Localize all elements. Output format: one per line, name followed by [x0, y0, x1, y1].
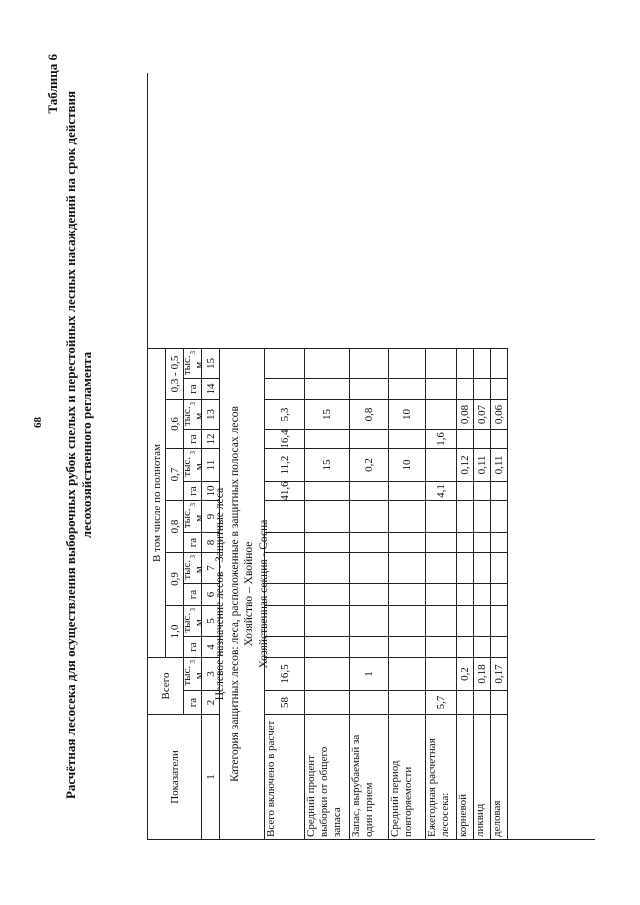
table-cell	[265, 605, 305, 636]
unit-ha: га	[184, 378, 202, 399]
table-cell	[457, 552, 474, 583]
unit-vol: тыс. м 3	[184, 348, 202, 378]
table-cell: 0,08	[457, 399, 474, 429]
col-number: 6	[202, 583, 220, 605]
unit-vol: тыс. м 3	[184, 605, 202, 636]
table-cell	[474, 378, 491, 399]
table-cell	[389, 605, 426, 636]
table-cell: 15	[305, 399, 350, 429]
table-cell: 5,3	[265, 399, 305, 429]
table-cell	[474, 690, 491, 714]
section-line-3: Хозяйство – Хвойное	[243, 541, 255, 647]
unit-vol-text: тыс. м	[180, 406, 205, 427]
table-cell: 0,17	[491, 657, 508, 690]
table-cell	[491, 532, 508, 552]
table-cell	[426, 448, 457, 481]
table-cell	[389, 636, 426, 657]
table-cell: 0,8	[350, 399, 389, 429]
table-cell	[457, 583, 474, 605]
table-cell	[426, 605, 457, 636]
table-cell	[426, 636, 457, 657]
table-cell	[389, 500, 426, 532]
title-line-1: Расчётная лесосека для осуществления выборочных рубок спелых и перестойных лесных насаждений на срок действия	[63, 90, 78, 800]
section-line-1: Целевое назначение лесов - Защитные леса	[214, 487, 226, 701]
table-cell: 16,4	[265, 429, 305, 448]
row-label: деловая	[491, 714, 508, 839]
unit-ha: га	[184, 690, 202, 714]
unit-ha: га	[184, 636, 202, 657]
table-cell	[265, 348, 305, 378]
table-cell	[305, 552, 350, 583]
table-label: Таблица 6	[45, 54, 60, 114]
row-label: Средний процент выборки от общего запаса	[305, 714, 350, 839]
table-cell	[474, 552, 491, 583]
table-cell: 0,11	[491, 448, 508, 481]
table-cell	[474, 429, 491, 448]
unit-ha: га	[184, 429, 202, 448]
unit-vol: тыс. м 3	[184, 448, 202, 481]
table-cell	[350, 636, 389, 657]
table-cell: 0,2	[350, 448, 389, 481]
table-cell	[457, 636, 474, 657]
title-line-2: лесохозяйственного регламента	[79, 351, 94, 539]
table-cell	[474, 500, 491, 532]
table-cell	[457, 605, 474, 636]
row-label: Всего включено в расчет	[265, 714, 305, 839]
table-cell	[265, 532, 305, 552]
unit-vol: тыс. м 3	[184, 500, 202, 532]
table-cell	[305, 481, 350, 500]
table-cell	[474, 605, 491, 636]
table-cell	[305, 378, 350, 399]
table-cell: 10	[389, 399, 426, 429]
table-cell: 15	[305, 448, 350, 481]
table-cell	[457, 429, 474, 448]
table-cell	[305, 532, 350, 552]
unit-ha: га	[184, 583, 202, 605]
table-cell: 58	[265, 690, 305, 714]
table-cell	[474, 481, 491, 500]
table-cell	[350, 500, 389, 532]
table-cell	[491, 481, 508, 500]
unit-vol-text: тыс. м	[180, 456, 205, 477]
table-cell	[389, 378, 426, 399]
allowable-cut-table	[147, 73, 595, 840]
table-cell	[457, 378, 474, 399]
table-cell	[389, 583, 426, 605]
table-cell	[426, 657, 457, 690]
table-cell	[305, 429, 350, 448]
table-cell	[350, 378, 389, 399]
table-cell: 1,6	[426, 429, 457, 448]
table-cell	[265, 378, 305, 399]
table-cell	[426, 348, 457, 378]
table-cell	[457, 690, 474, 714]
table-cell	[389, 348, 426, 378]
table-cell	[474, 532, 491, 552]
table-cell: 5,7	[426, 690, 457, 714]
table-cell	[305, 657, 350, 690]
col-number: 10	[202, 481, 220, 500]
table-cell	[350, 532, 389, 552]
table-cell	[350, 552, 389, 583]
section-line-4: Хозяйственная секция - Сосна	[257, 519, 270, 669]
table-cell: 11,2	[265, 448, 305, 481]
table-cell	[265, 500, 305, 532]
header-density-0-8: 0,8	[166, 500, 184, 552]
table-cell	[265, 583, 305, 605]
table-cell: 4,1	[426, 481, 457, 500]
table-cell	[350, 481, 389, 500]
header-density-0-7: 0,7	[166, 448, 184, 500]
col-number: 7	[202, 552, 220, 583]
section-heading	[214, 348, 270, 839]
col-number: 13	[202, 399, 220, 429]
header-total: Всего	[148, 657, 184, 714]
row-label: ликвид	[474, 714, 491, 839]
table-cell: 16,5	[265, 657, 305, 690]
unit-ha: га	[184, 532, 202, 552]
table-cell	[426, 500, 457, 532]
table-cell	[491, 378, 508, 399]
row-label: Ежегодная расчетная лесосека:	[426, 714, 457, 839]
table-cell	[474, 636, 491, 657]
table-cell: 41,6	[265, 481, 305, 500]
table-cell	[474, 348, 491, 378]
table-cell	[426, 532, 457, 552]
table-cell	[350, 690, 389, 714]
table-cell	[389, 657, 426, 690]
page-number: 68	[32, 417, 44, 428]
col-number: 8	[202, 532, 220, 552]
unit-vol: тыс. м 3	[184, 399, 202, 429]
table-cell	[426, 399, 457, 429]
table-cell	[389, 481, 426, 500]
table-cell	[491, 690, 508, 714]
table-cell	[350, 583, 389, 605]
table-cell	[389, 532, 426, 552]
header-density-0-9: 0,9	[166, 552, 184, 605]
table-cell	[305, 583, 350, 605]
table-cell	[457, 348, 474, 378]
table-cell: 0,18	[474, 657, 491, 690]
unit-vol-text: тыс. м	[180, 355, 205, 376]
table-cell	[457, 481, 474, 500]
col-number: 1	[202, 714, 220, 839]
col-number: 5	[202, 605, 220, 636]
table-cell: 0,11	[474, 448, 491, 481]
table-cell	[491, 552, 508, 583]
col-number: 11	[202, 448, 220, 481]
table-cell	[457, 532, 474, 552]
table-cell: 0,07	[474, 399, 491, 429]
unit-vol-text: тыс. м	[180, 665, 205, 686]
unit-vol-text: тыс. м	[180, 559, 205, 580]
table-cell	[491, 429, 508, 448]
col-number: 12	[202, 429, 220, 448]
table-cell	[426, 378, 457, 399]
unit-vol: тыс. м 3	[184, 552, 202, 583]
table-cell	[491, 636, 508, 657]
unit-vol-text: тыс. м	[180, 508, 205, 529]
header-indicators: Показатели	[148, 714, 202, 839]
table-cell: 0,06	[491, 399, 508, 429]
table-cell	[265, 636, 305, 657]
header-density-0-3-0-5: 0,3 - 0,5	[166, 348, 184, 399]
table-cell	[491, 500, 508, 532]
table-cell	[491, 583, 508, 605]
table-cell	[305, 500, 350, 532]
header-density-1-0: 1,0	[166, 605, 184, 657]
unit-vol: тыс. м 3	[184, 657, 202, 690]
unit-ha: га	[184, 481, 202, 500]
row-label: корневой	[457, 714, 474, 839]
table-cell	[305, 605, 350, 636]
col-number: 15	[202, 348, 220, 378]
header-incl-by-density: В том числе по полнотам	[148, 348, 166, 657]
table-cell	[305, 636, 350, 657]
section-line-2: Категория защитных лесов: леса, расположенные в защитных полосах лесов	[228, 406, 241, 782]
table-cell	[389, 429, 426, 448]
table-cell	[350, 348, 389, 378]
header-density-0-6: 0,6	[166, 399, 184, 448]
table-cell	[350, 605, 389, 636]
table-cell	[426, 552, 457, 583]
table-cell: 0,12	[457, 448, 474, 481]
col-number: 4	[202, 636, 220, 657]
table-cell	[350, 429, 389, 448]
table-cell	[305, 348, 350, 378]
table-cell	[457, 500, 474, 532]
row-label: Запас, вырубаемый за один прием	[350, 714, 389, 839]
unit-vol-text: тыс. м	[180, 612, 205, 633]
table-cell	[265, 552, 305, 583]
row-label: Средний период повторяемости	[389, 714, 426, 839]
rotated-page	[45, 50, 625, 840]
table-cell: 10	[389, 448, 426, 481]
table-cell	[389, 552, 426, 583]
col-number: 14	[202, 378, 220, 399]
table-cell	[474, 583, 491, 605]
table-cell	[491, 605, 508, 636]
table-cell	[305, 690, 350, 714]
table-title	[63, 50, 95, 840]
table-cell: 1	[350, 657, 389, 690]
table-cell	[491, 348, 508, 378]
col-number: 9	[202, 500, 220, 532]
table-cell: 0,2	[457, 657, 474, 690]
col-number: 2	[202, 690, 220, 714]
col-number: 3	[202, 657, 220, 690]
table-cell	[389, 690, 426, 714]
table-cell	[426, 583, 457, 605]
